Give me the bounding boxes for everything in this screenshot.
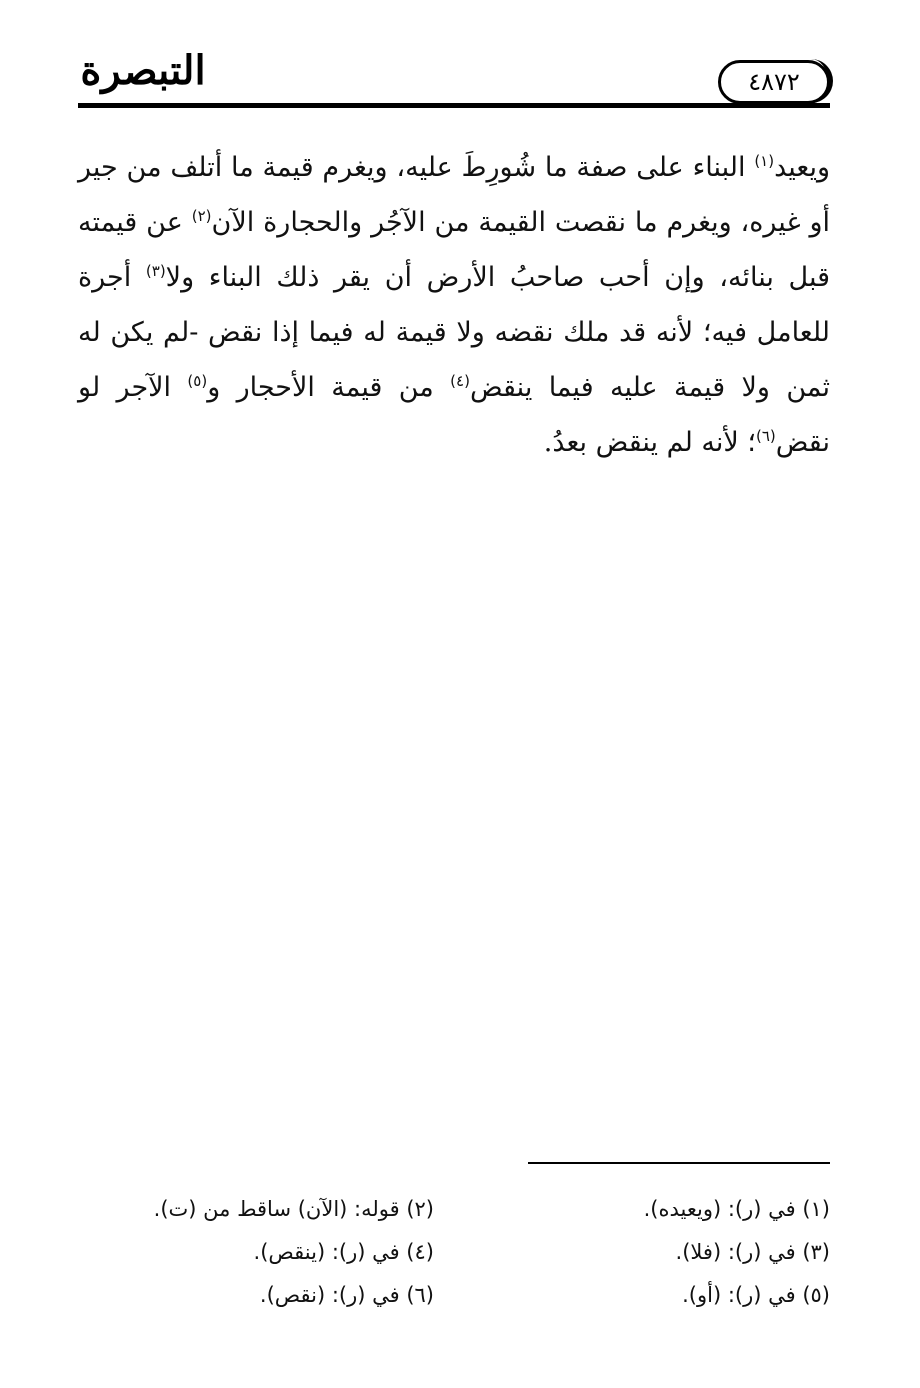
- text-segment: ويعيد: [774, 152, 830, 183]
- footnote-marker: (٤): [450, 372, 470, 390]
- page-number-badge: [718, 60, 830, 104]
- footnote-4: (٤) في (ر): (ينقص).: [253, 1240, 434, 1264]
- text-segment: الآجر لو نقض: [78, 372, 830, 458]
- page-number: ٤٨٧٢: [748, 68, 800, 96]
- footnote-6: (٦) في (ر): (نقص).: [259, 1283, 434, 1307]
- footnote-1: (١) في (ر): (ويعيده).: [643, 1197, 830, 1221]
- page-header: [0, 0, 920, 120]
- footnote-marker: (٢): [191, 207, 212, 225]
- footnote-2: (٢) قوله: (الآن) ساقط من (ت).: [153, 1197, 434, 1221]
- footnotes: [78, 1188, 830, 1317]
- header-rule: [78, 103, 830, 108]
- badge-swash-ornament: [806, 59, 833, 103]
- text-segment: عن قيمته قبل بنائه، وإن أحب صاحبُ الأرض أن يقر ذلك البناء ولا: [78, 207, 830, 293]
- text-segment: من قيمة الأحجار و: [207, 372, 451, 403]
- footnote-marker: (١): [754, 152, 775, 170]
- footnote-marker: (٦): [755, 427, 776, 445]
- footnote-3: (٣) في (ر): (فلا).: [675, 1240, 830, 1264]
- footnote-separator: [528, 1162, 830, 1164]
- text-segment: أجرة للعامل فيه؛ لأنه قد ملك نقضه ولا قيمة له فيما إذا نقض -لم يكن له ثمن ولا قيمة عليه فيما ينقض: [78, 262, 830, 403]
- text-segment: البناء على صفة ما شُورِطَ عليه، ويغرم قيمة ما أتلف من جير أو غيره، ويغرم ما نقصت القيمة من الآجُر والحجارة الآن: [78, 152, 830, 238]
- book-title: التبصرة: [80, 47, 206, 94]
- text-segment: ؛ لأنه لم ينقض بعدُ.: [543, 427, 756, 458]
- footnote-5: (٥) في (ر): (أو).: [682, 1283, 830, 1307]
- main-text: [78, 140, 830, 470]
- footnote-marker: (٥): [187, 372, 208, 390]
- footnote-marker: (٣): [145, 262, 166, 280]
